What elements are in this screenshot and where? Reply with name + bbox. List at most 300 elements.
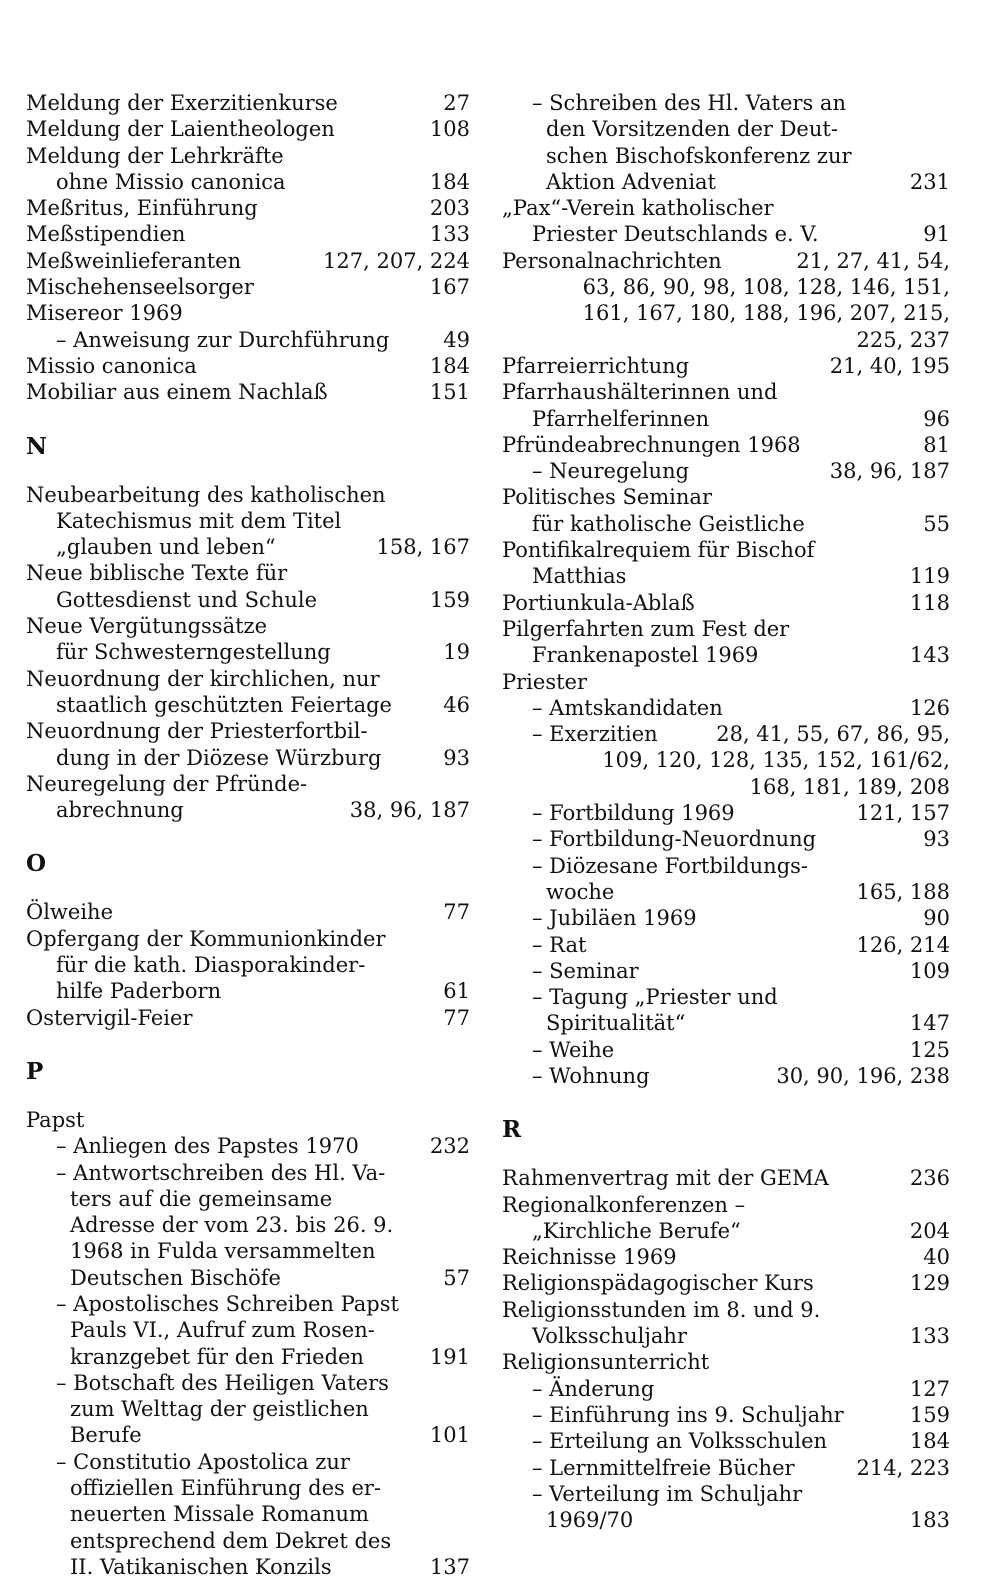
entry-continuation bbox=[502, 116, 950, 142]
entry-text-continued: II. Vatikanischen Konzils bbox=[70, 1554, 332, 1579]
entry-line bbox=[502, 484, 950, 510]
entry-text-continued: Adresse der vom 23. bis 26. 9. bbox=[70, 1213, 394, 1238]
entry-title: – Exerzitien bbox=[532, 722, 658, 747]
index-subentry bbox=[502, 958, 950, 984]
section-letter: P bbox=[26, 1057, 44, 1085]
entry-title: – Einführung ins 9. Schuljahr bbox=[532, 1402, 844, 1427]
index-entry bbox=[502, 195, 950, 248]
entry-pages: 77 bbox=[443, 900, 470, 925]
entry-pages: 55 bbox=[923, 511, 950, 536]
entry-pages: 184 bbox=[429, 353, 470, 378]
entry-continuation bbox=[502, 143, 950, 169]
entry-text-continued: woche bbox=[546, 879, 615, 904]
index-entry bbox=[26, 379, 470, 405]
index-entry bbox=[502, 248, 950, 353]
entry-title: Politisches Seminar bbox=[502, 485, 712, 510]
entry-title: – Seminar bbox=[532, 958, 639, 983]
index-entry bbox=[26, 560, 470, 613]
entry-pages-continued: 63, 86, 90, 98, 108, 128, 146, 151, bbox=[582, 275, 950, 300]
entry-line bbox=[26, 353, 470, 379]
entry-title: Opfergang der Kommunionkinder bbox=[26, 926, 386, 951]
entry-pages: 21, 27, 41, 54, bbox=[796, 248, 950, 273]
index-entry bbox=[26, 300, 470, 326]
entry-pages: 159 bbox=[909, 1402, 950, 1427]
index-entry bbox=[502, 1349, 950, 1375]
entry-line bbox=[26, 1107, 470, 1133]
entry-pages-continued: 168, 181, 189, 208 bbox=[749, 774, 950, 799]
entry-pages: 184 bbox=[429, 169, 470, 194]
entry-line bbox=[26, 560, 470, 586]
entry-title: Pontifikalrequiem für Bischof bbox=[502, 538, 815, 563]
section-letter: O bbox=[26, 850, 47, 878]
index-entry bbox=[502, 1165, 950, 1191]
entry-pages: 165, 188 bbox=[856, 879, 950, 904]
entry-title: Misereor 1969 bbox=[26, 301, 183, 326]
index-entry bbox=[502, 1297, 950, 1350]
entry-pages: 147 bbox=[909, 1011, 950, 1036]
entry-title: Neue biblische Texte für bbox=[26, 561, 288, 586]
index-entry bbox=[502, 432, 950, 458]
index-entry bbox=[26, 143, 470, 196]
entry-pages: 129 bbox=[909, 1271, 950, 1296]
entry-pages: 184 bbox=[909, 1429, 950, 1454]
entry-continuation bbox=[502, 511, 950, 537]
entry-continuation bbox=[26, 1396, 470, 1422]
entry-continuation bbox=[26, 1344, 470, 1370]
entry-continuation bbox=[502, 169, 950, 195]
entry-title: Meldung der Laientheologen bbox=[26, 117, 335, 142]
entry-text-continued: zum Welttag der geistlichen bbox=[70, 1397, 369, 1422]
entry-text-continued: Frankenapostel 1969 bbox=[532, 643, 759, 668]
entry-title: Meldung der Lehrkräfte bbox=[26, 143, 284, 168]
entry-line bbox=[502, 616, 950, 642]
entry-pages: 231 bbox=[909, 169, 950, 194]
entry-continuation bbox=[26, 1265, 470, 1291]
entry-title: Pfründeabrechnungen 1968 bbox=[502, 432, 801, 457]
index-subentry bbox=[26, 1291, 470, 1370]
entry-line bbox=[26, 300, 470, 326]
index-entry bbox=[502, 379, 950, 432]
index-subentry bbox=[502, 932, 950, 958]
entry-line bbox=[502, 1244, 950, 1270]
entry-line bbox=[26, 221, 470, 247]
entry-line bbox=[502, 695, 950, 721]
index-entry bbox=[26, 90, 470, 116]
entry-text-continued: 1969/70 bbox=[546, 1508, 634, 1533]
entry-text-continued: 1968 in Fulda versammelten bbox=[70, 1239, 376, 1264]
index-entry bbox=[502, 616, 950, 669]
index-entry bbox=[502, 1192, 950, 1245]
entry-title: – Diözesane Fortbildungs- bbox=[532, 853, 809, 878]
entry-pages: 214, 223 bbox=[856, 1455, 950, 1480]
entry-continuation bbox=[26, 1186, 470, 1212]
entry-continuation bbox=[26, 1422, 470, 1448]
entry-line bbox=[26, 1005, 470, 1031]
entry-title: – Anliegen des Papstes 1970 bbox=[56, 1134, 359, 1159]
entry-title: Meldung der Exerzitienkurse bbox=[26, 91, 338, 115]
entry-text-continued: schen Bischofskonferenz zur bbox=[546, 143, 852, 168]
entry-line bbox=[502, 721, 950, 747]
entry-title: – Weihe bbox=[532, 1037, 615, 1062]
entry-title: Religionsstunden im 8. und 9. bbox=[502, 1297, 821, 1322]
entry-line bbox=[26, 116, 470, 142]
entry-pages: 159 bbox=[429, 587, 470, 612]
entry-line bbox=[502, 537, 950, 563]
entry-title: Ölweihe bbox=[26, 900, 114, 925]
index-entry bbox=[26, 353, 470, 379]
entry-continuation bbox=[26, 639, 470, 665]
entry-title: Pfarreierrichtung bbox=[502, 353, 690, 378]
index-entry bbox=[26, 1107, 470, 1133]
entry-pages: 232 bbox=[429, 1134, 470, 1159]
index-subentry bbox=[26, 1449, 470, 1580]
index-entry bbox=[26, 1005, 470, 1031]
entry-line bbox=[502, 1037, 950, 1063]
entry-continuation bbox=[26, 1212, 470, 1238]
index-subentry bbox=[502, 1063, 950, 1089]
entry-pages: 57 bbox=[443, 1265, 470, 1290]
entry-pages: 137 bbox=[429, 1554, 470, 1579]
index-subentry bbox=[26, 1133, 470, 1159]
entry-text-continued: Berufe bbox=[70, 1423, 142, 1448]
entry-pages: 158, 167 bbox=[376, 535, 470, 560]
entry-line bbox=[26, 718, 470, 744]
entry-text-continued: neuerten Missale Romanum bbox=[70, 1502, 369, 1527]
entry-title: Mischehenseelsorger bbox=[26, 275, 254, 300]
entry-line bbox=[502, 248, 950, 274]
entry-pages: 38, 96, 187 bbox=[829, 459, 950, 484]
entry-line bbox=[26, 143, 470, 169]
entry-pages: 27 bbox=[443, 91, 470, 115]
entry-line bbox=[26, 379, 470, 405]
entry-pages-continued: 161, 167, 180, 188, 196, 207, 215, bbox=[582, 301, 950, 326]
entry-pages-continued: 109, 120, 128, 135, 152, 161/62, bbox=[602, 748, 950, 773]
entry-continuation bbox=[502, 1218, 950, 1244]
entry-pages: 19 bbox=[443, 640, 470, 665]
index-entry bbox=[26, 274, 470, 300]
entry-line bbox=[502, 1297, 950, 1323]
index-subentry bbox=[502, 721, 950, 800]
entry-pages: 167 bbox=[429, 275, 470, 300]
entry-line bbox=[502, 1455, 950, 1481]
entry-line bbox=[502, 1376, 950, 1402]
section-letter: R bbox=[502, 1116, 522, 1144]
entry-text-continued: Matthias bbox=[532, 564, 627, 589]
entry-text-continued: staatlich geschützten Feiertage bbox=[56, 692, 392, 717]
entry-pages: 191 bbox=[429, 1344, 470, 1369]
entry-title: – Erteilung an Volksschulen bbox=[532, 1429, 828, 1454]
entry-line bbox=[502, 1063, 950, 1089]
entry-title: Pilgerfahrten zum Fest der bbox=[502, 616, 790, 641]
entry-title: Rahmenvertrag mit der GEMA bbox=[502, 1166, 829, 1191]
entry-pages: 96 bbox=[923, 406, 950, 431]
section-letter: N bbox=[26, 432, 48, 460]
entry-pages: 90 bbox=[923, 906, 950, 931]
index-subentry bbox=[502, 853, 950, 906]
entry-title: Personalnachrichten bbox=[502, 248, 722, 273]
entry-continuation bbox=[26, 1554, 470, 1580]
entry-title: Missio canonica bbox=[26, 353, 197, 378]
entry-text-continued: Pauls VI., Aufruf zum Rosen- bbox=[70, 1318, 375, 1343]
entry-pages: 127 bbox=[909, 1376, 950, 1401]
entry-title: – Änderung bbox=[532, 1376, 655, 1401]
index-subentry bbox=[502, 1037, 950, 1063]
entry-title: Mobiliar aus einem Nachlaß bbox=[26, 380, 328, 405]
entry-title: Portiunkula-Ablaß bbox=[502, 590, 695, 615]
entry-pages: 126 bbox=[909, 695, 950, 720]
entry-line bbox=[502, 1270, 950, 1296]
entry-pages: 203 bbox=[429, 196, 470, 221]
entry-text-continued: Priester Deutschlands e. V. bbox=[532, 222, 819, 247]
entry-title: Neuordnung der Priesterfortbil- bbox=[26, 719, 368, 744]
entry-pages: 46 bbox=[443, 692, 470, 717]
entry-continuation bbox=[26, 508, 470, 534]
entry-text-continued: für Schwesterngestellung bbox=[56, 640, 331, 665]
entry-line bbox=[26, 195, 470, 221]
index-subentry bbox=[502, 826, 950, 852]
index-entry bbox=[502, 1270, 950, 1296]
entry-title: Ostervigil-Feier bbox=[26, 1005, 193, 1030]
entry-continuation bbox=[26, 169, 470, 195]
entry-text-continued: hilfe Paderborn bbox=[56, 979, 222, 1004]
entry-line bbox=[502, 932, 950, 958]
index-subentry bbox=[26, 1370, 470, 1449]
entry-line bbox=[502, 379, 950, 405]
entry-title: – Tagung „Priester und bbox=[532, 985, 778, 1010]
index-subentry bbox=[502, 905, 950, 931]
index-entry bbox=[26, 248, 470, 274]
entry-continuation bbox=[502, 642, 950, 668]
entry-line bbox=[502, 90, 950, 116]
index-entry bbox=[26, 195, 470, 221]
entry-line bbox=[502, 353, 950, 379]
entry-text-continued: ters auf die gemeinsame bbox=[70, 1186, 333, 1211]
entry-title: – Rat bbox=[532, 932, 587, 957]
entry-continuation bbox=[502, 879, 950, 905]
index-subentry bbox=[26, 1160, 470, 1291]
index-subentry bbox=[26, 327, 470, 353]
index-entry bbox=[502, 484, 950, 537]
index-entry bbox=[502, 353, 950, 379]
entry-continuation bbox=[502, 563, 950, 589]
entry-pages-continued: 225, 237 bbox=[856, 327, 950, 352]
entry-line bbox=[26, 90, 470, 116]
entry-pages: 236 bbox=[909, 1166, 950, 1191]
entry-line bbox=[502, 905, 950, 931]
entry-pages: 77 bbox=[443, 1005, 470, 1030]
entry-text-continued: dung in der Diözese Würzburg bbox=[56, 745, 382, 770]
entry-continuation bbox=[26, 587, 470, 613]
entry-line bbox=[26, 899, 470, 925]
entry-text-continued: abrechnung bbox=[56, 798, 184, 823]
entry-line bbox=[26, 1291, 470, 1317]
entry-line bbox=[502, 1481, 950, 1507]
entry-title: – Fortbildung-Neuordnung bbox=[532, 827, 817, 852]
entry-text-continued: Deutschen Bischöfe bbox=[70, 1265, 281, 1290]
entry-pages: 93 bbox=[923, 827, 950, 852]
index-entry bbox=[26, 116, 470, 142]
entry-title: – Neuregelung bbox=[532, 459, 690, 484]
entry-line bbox=[502, 826, 950, 852]
entry-line bbox=[502, 458, 950, 484]
entry-continuation bbox=[26, 1238, 470, 1264]
entry-text-continued: für katholische Geistliche bbox=[532, 511, 805, 536]
entry-pages: 118 bbox=[909, 590, 950, 615]
entry-text-continued: entsprechend dem Dekret des bbox=[70, 1528, 392, 1553]
entry-text-continued: „glauben und leben“ bbox=[56, 535, 276, 560]
entry-pages: 49 bbox=[443, 327, 470, 352]
index-subentry bbox=[502, 1428, 950, 1454]
entry-title: Papst bbox=[26, 1107, 85, 1132]
entry-pages: 119 bbox=[909, 564, 950, 589]
entry-line bbox=[26, 1160, 470, 1186]
entry-title: Priester bbox=[502, 669, 587, 694]
entry-pages: 101 bbox=[429, 1423, 470, 1448]
entry-line bbox=[26, 666, 470, 692]
entry-line bbox=[26, 274, 470, 300]
entry-pages: 108 bbox=[429, 117, 470, 142]
entry-title: – Constitutio Apostolica zur bbox=[56, 1449, 350, 1474]
entry-pages: 151 bbox=[429, 380, 470, 405]
entry-line bbox=[502, 1428, 950, 1454]
index-subentry bbox=[502, 800, 950, 826]
entry-pages: 81 bbox=[923, 432, 950, 457]
entry-text-continued: „Kirchliche Berufe“ bbox=[532, 1218, 741, 1243]
index-entry bbox=[26, 666, 470, 719]
entry-line bbox=[26, 1449, 470, 1475]
entry-line bbox=[502, 800, 950, 826]
index-entry bbox=[26, 771, 470, 824]
entry-line bbox=[502, 669, 950, 695]
index-entry bbox=[26, 221, 470, 247]
entry-line bbox=[26, 926, 470, 952]
entry-title: Regionalkonferenzen – bbox=[502, 1192, 746, 1217]
entry-title: Religionsunterricht bbox=[502, 1350, 710, 1375]
entry-text-continued: den Vorsitzenden der Deut- bbox=[546, 117, 838, 142]
entry-text-continued: für die kath. Diasporakinder- bbox=[56, 953, 366, 978]
entry-continuation bbox=[502, 406, 950, 432]
entry-text-continued: Pfarrhelferinnen bbox=[532, 406, 710, 431]
entry-line bbox=[26, 1370, 470, 1396]
entry-pages: 38, 96, 187 bbox=[349, 798, 470, 823]
entry-line bbox=[502, 195, 950, 221]
index-subentry bbox=[502, 90, 950, 195]
index-entry bbox=[26, 613, 470, 666]
entry-pages: 125 bbox=[909, 1037, 950, 1062]
entry-title: – Lernmittelfreie Bücher bbox=[532, 1455, 795, 1480]
entry-continuation bbox=[502, 1507, 950, 1533]
entry-pages: 133 bbox=[909, 1324, 950, 1349]
entry-pages: 143 bbox=[909, 643, 950, 668]
entry-continuation bbox=[26, 797, 470, 823]
entry-line bbox=[502, 1402, 950, 1428]
entry-continuation bbox=[26, 1475, 470, 1501]
entry-title: – Fortbildung 1969 bbox=[532, 801, 735, 826]
entry-continuation bbox=[502, 1010, 950, 1036]
index-subentry bbox=[502, 1402, 950, 1428]
entry-title: – Verteilung im Schuljahr bbox=[532, 1481, 803, 1506]
entry-title: – Jubiläen 1969 bbox=[532, 906, 697, 931]
entry-line bbox=[502, 1192, 950, 1218]
entry-title: Neue Vergütungssätze bbox=[26, 614, 268, 639]
entry-pages: 28, 41, 55, 67, 86, 95, bbox=[716, 722, 950, 747]
entry-line bbox=[26, 1133, 470, 1159]
entry-line bbox=[502, 1349, 950, 1375]
entry-text-continued: Volksschuljahr bbox=[532, 1324, 687, 1349]
entry-title: – Apostolisches Schreiben Papst bbox=[56, 1291, 399, 1316]
entry-pages: 61 bbox=[443, 979, 470, 1004]
entry-title: Neubearbeitung des katholischen bbox=[26, 482, 386, 507]
index-entry bbox=[502, 537, 950, 590]
entry-line bbox=[502, 590, 950, 616]
entry-continuation bbox=[26, 1501, 470, 1527]
entry-text-continued: Katechismus mit dem Titel bbox=[56, 508, 342, 533]
entry-line bbox=[26, 482, 470, 508]
entry-pages: 93 bbox=[443, 745, 470, 770]
entry-line bbox=[502, 958, 950, 984]
entry-title: – Wohnung bbox=[532, 1063, 650, 1088]
entry-title: – Amtskandidaten bbox=[532, 695, 723, 720]
entry-continuation bbox=[26, 1528, 470, 1554]
right-column bbox=[502, 90, 950, 1533]
index-entry bbox=[502, 1244, 950, 1270]
index-subentry bbox=[502, 984, 950, 1037]
entry-line bbox=[502, 432, 950, 458]
entry-line bbox=[502, 853, 950, 879]
entry-text-continued: Spiritualität“ bbox=[546, 1011, 686, 1036]
entry-continuation bbox=[26, 1317, 470, 1343]
entry-title: Neuregelung der Pfründe- bbox=[26, 771, 308, 796]
entry-pages: 40 bbox=[923, 1245, 950, 1270]
entry-title: – Botschaft des Heiligen Vaters bbox=[56, 1370, 389, 1395]
entry-continuation bbox=[502, 1323, 950, 1349]
entry-title: „Pax“-Verein katholischer bbox=[502, 196, 774, 221]
index-entry bbox=[502, 669, 950, 695]
entry-text-continued: ohne Missio canonica bbox=[56, 169, 286, 194]
entry-continuation bbox=[502, 221, 950, 247]
entry-title: Meßstipendien bbox=[26, 222, 186, 247]
index-entry bbox=[26, 899, 470, 925]
entry-pages: 91 bbox=[923, 222, 950, 247]
entry-line bbox=[502, 1165, 950, 1191]
entry-continuation bbox=[26, 692, 470, 718]
entry-pages: 133 bbox=[429, 222, 470, 247]
entry-title: Pfarrhaushälterinnen und bbox=[502, 380, 778, 405]
entry-line bbox=[26, 327, 470, 353]
entry-pages: 183 bbox=[909, 1508, 950, 1533]
entry-title: Meßritus, Einführung bbox=[26, 196, 258, 221]
entry-title: Neuordnung der kirchlichen, nur bbox=[26, 666, 380, 691]
index-entry bbox=[26, 482, 470, 561]
index-entry bbox=[26, 718, 470, 771]
entry-text-continued: Aktion Adveniat bbox=[546, 169, 716, 194]
index-entry bbox=[502, 590, 950, 616]
entry-pages: 126, 214 bbox=[856, 932, 950, 957]
entry-title: – Antwortschreiben des Hl. Va- bbox=[56, 1160, 386, 1185]
entry-title: Reichnisse 1969 bbox=[502, 1245, 677, 1270]
entry-continuation bbox=[26, 952, 470, 978]
entry-line bbox=[502, 984, 950, 1010]
index-subentry bbox=[502, 1376, 950, 1402]
entry-title: – Anweisung zur Durchführung bbox=[56, 327, 390, 352]
entry-continuation bbox=[26, 534, 470, 560]
entry-line bbox=[26, 248, 470, 274]
entry-line bbox=[26, 771, 470, 797]
entry-text-continued: offiziellen Einführung des er- bbox=[70, 1476, 382, 1501]
index-subentry bbox=[502, 1455, 950, 1481]
entry-pages: 109 bbox=[909, 958, 950, 983]
index-entry bbox=[26, 926, 470, 1005]
